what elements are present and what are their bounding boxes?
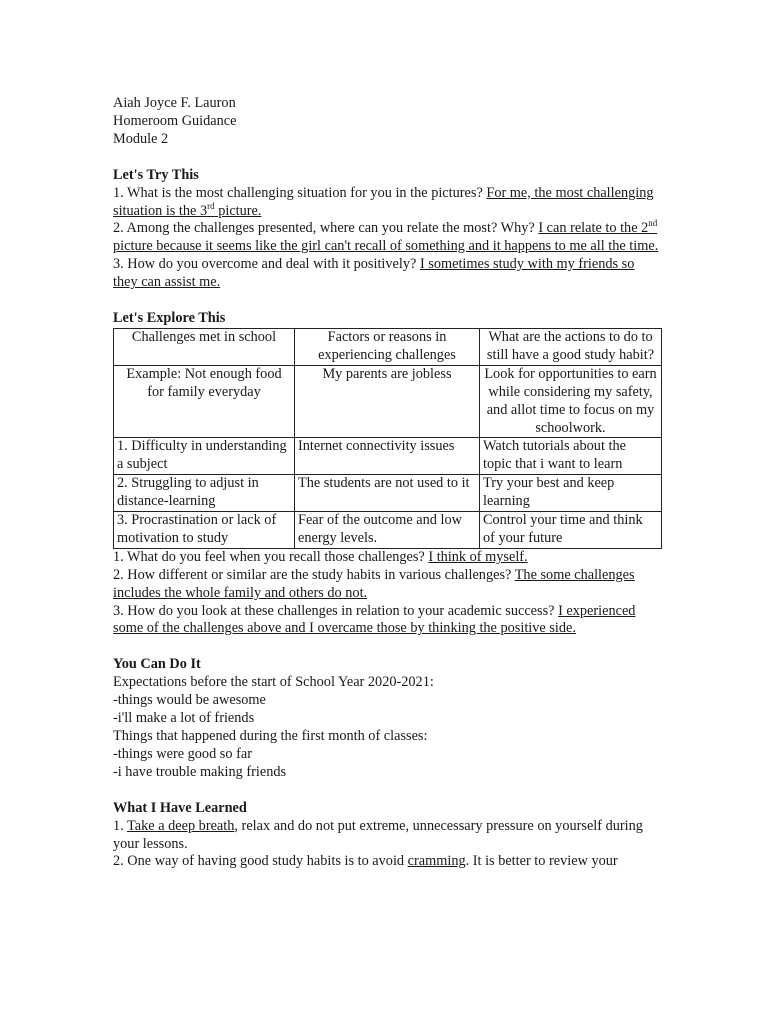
explore-q1 (113, 549, 661, 567)
answer-part: picture because it seems like the girl can't recall of something and it happens to me all the time. (113, 238, 659, 255)
challenges-table (113, 328, 662, 549)
text-line: -i'll make a lot of friends (113, 710, 255, 727)
superscript: nd (648, 218, 658, 229)
section-heading-try-this: Let's Try This (113, 166, 199, 183)
text-line: -i have trouble making friends (113, 763, 287, 780)
answer-part: For me, the most challenging situation is the 3 (113, 184, 654, 219)
section-heading-what-i-have-learned: What I Have Learned (113, 799, 247, 816)
table-header-cell: What are the actions to do to still have a good study habit? (480, 328, 662, 365)
try-this-q3 (113, 256, 661, 292)
superscript: rd (207, 200, 215, 211)
table-row (114, 438, 662, 475)
learned-item-2 (113, 853, 661, 871)
table-cell: Try your best and keep learning (480, 475, 662, 512)
text-part: 2. One way of having good study habits is to avoid (113, 853, 408, 870)
student-name: Aiah Joyce F. Lauron (113, 95, 236, 111)
table-cell: The students are not used to it (295, 475, 480, 512)
section-heading-you-can-do-it: You Can Do It (113, 656, 201, 673)
table-header-row (114, 328, 662, 365)
answer-text: I think of myself. (428, 548, 528, 565)
table-cell: My parents are jobless (295, 365, 480, 438)
question-text: 1. What is the most challenging situation for you in the pictures? (113, 184, 483, 201)
table-example-row (114, 365, 662, 438)
table-cell: Watch tutorials about the topic that i want to learn (480, 438, 662, 475)
answer-text: I experienced some of the challenges above and I overcame those by thinking the positive side. (113, 602, 636, 637)
table-cell: Internet connectivity issues (295, 438, 480, 475)
table-cell: 2. Struggling to adjust in distance-learning (114, 475, 295, 512)
table-cell: 3. Procrastination or lack of motivation to study (114, 512, 295, 549)
document-content (113, 95, 661, 871)
subject-title: Homeroom Guidance (113, 112, 237, 129)
answer-part: I can relate to the 2 (538, 220, 649, 237)
section-heading-explore-this: Let's Explore This (113, 310, 226, 327)
text-line: -things would be awesome (113, 692, 266, 709)
question-text: 3. How do you overcome and deal with it positively? (113, 256, 417, 273)
answer-text: The some challenges includes the whole family and others do not. (113, 566, 635, 601)
question-text: 2. How different or similar are the study habits in various challenges? (113, 566, 512, 583)
text-part: 1. (113, 817, 128, 834)
text-line: Things that happened during the first month of classes: (113, 728, 428, 744)
explore-q2 (113, 567, 661, 603)
explore-q3 (113, 603, 661, 639)
try-this-q2 (113, 220, 661, 256)
question-text: 3. How do you look at these challenges in relation to your academic success? (113, 602, 555, 619)
table-cell: Look for opportunities to earn while considering my safety, and allot time to focus on my schoolwork. (480, 365, 662, 438)
table-row (114, 475, 662, 512)
try-this-q1 (113, 185, 661, 221)
table-cell: 1. Difficulty in understanding a subject (114, 438, 295, 475)
table-row (114, 512, 662, 549)
module-title: Module 2 (113, 130, 169, 147)
answer-text: I sometimes study with my friends so they can assist me. (113, 256, 635, 291)
table-header-cell: Challenges met in school (114, 328, 295, 365)
table-cell: Fear of the outcome and low energy levels. (295, 512, 480, 549)
table-cell: Example: Not enough food for family everyday (114, 365, 295, 438)
text-part: . It is better to review your (465, 853, 618, 870)
question-text: 1. What do you feel when you recall those challenges? (113, 548, 425, 565)
underlined-text: cramming (407, 853, 466, 870)
table-header-cell: Factors or reasons in experiencing challenges (295, 328, 480, 365)
text-line: Expectations before the start of School Year 2020-2021: (113, 674, 434, 691)
underlined-text: Take a deep breath (127, 817, 235, 834)
learned-item-1 (113, 818, 661, 854)
text-line: -things were good so far (113, 745, 252, 762)
question-text: 2. Among the challenges presented, where can you relate the most? Why? (113, 220, 535, 237)
table-cell: Control your time and think of your future (480, 512, 662, 549)
text-part: , relax and do not put extreme, unnecessary pressure on yourself during your lessons. (113, 817, 643, 852)
answer-part: picture. (214, 202, 262, 219)
